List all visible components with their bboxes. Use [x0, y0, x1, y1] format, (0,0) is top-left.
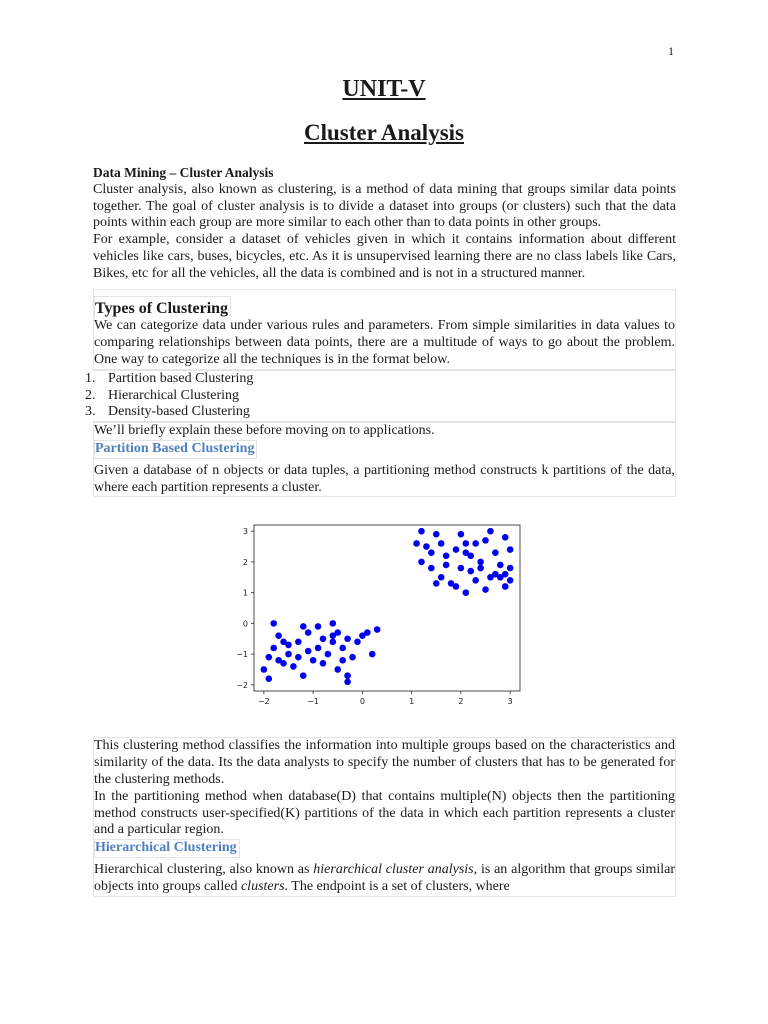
text-run: . The endpoint is a set of clusters, where: [284, 878, 510, 894]
data-point: [482, 537, 489, 544]
data-point: [354, 639, 361, 646]
data-point: [305, 630, 312, 637]
data-point: [443, 562, 450, 569]
data-point: [458, 565, 465, 572]
data-point: [433, 580, 440, 587]
data-point: [418, 528, 425, 535]
data-point: [472, 540, 479, 547]
data-point: [507, 547, 514, 554]
data-point: [290, 663, 297, 670]
y-tick-label: 3: [242, 527, 248, 537]
partition-paragraph-3: In the partitioning method when database(D) that contains multiple(N) objects then the partitioning method constructs user-specified(K) partitions of the data in which each partition represents a cluster and a particular region.: [94, 788, 675, 838]
partition-heading: Partition Based Clustering: [94, 440, 257, 459]
data-point: [285, 651, 292, 658]
page-title: Cluster Analysis: [304, 120, 464, 145]
x-tick-label: −2: [257, 697, 270, 707]
data-point: [325, 651, 332, 658]
data-point: [438, 540, 445, 547]
data-point: [467, 568, 474, 575]
data-point: [261, 667, 268, 674]
data-point: [270, 620, 277, 627]
partition-detail-section: [93, 737, 676, 896]
cluster-types-list: [85, 370, 676, 422]
data-point: [487, 528, 494, 535]
list-number: 3.: [85, 404, 96, 420]
y-tick-label: −1: [236, 650, 248, 660]
list-item: [85, 404, 675, 421]
data-point: [330, 633, 337, 640]
data-point: [285, 642, 292, 649]
data-point: [463, 590, 470, 597]
data-point: [374, 627, 381, 634]
text-run: Hierarchical clustering, also known as: [94, 861, 314, 877]
data-point: [364, 630, 371, 637]
data-point: [477, 559, 484, 566]
data-point: [458, 531, 465, 538]
data-point: [369, 651, 376, 658]
data-point: [428, 565, 435, 572]
document-body: [85, 165, 676, 897]
data-point: [344, 673, 351, 680]
x-tick-label: −1: [307, 697, 320, 707]
data-point: [507, 565, 514, 572]
data-point: [305, 648, 312, 655]
types-heading: Types of Clustering: [94, 296, 231, 318]
hierarchical-paragraph-1: [94, 862, 675, 896]
y-tick-label: −2: [236, 681, 248, 691]
intro-heading: Data Mining – Cluster Analysis: [93, 165, 274, 180]
x-tick-label: 2: [458, 697, 464, 707]
data-point: [502, 534, 509, 541]
data-point: [339, 645, 346, 652]
data-point: [270, 645, 277, 652]
data-point: [492, 550, 499, 557]
hierarchical-heading: Hierarchical Clustering: [94, 839, 240, 858]
x-tick-label: 1: [409, 697, 415, 707]
data-point: [507, 577, 514, 584]
data-point: [423, 544, 430, 551]
types-paragraph-1: We can categorize data under various rules and parameters. From simple similarities in data values to comparing relationships between data points, there are a multitude of ways to go about the problem. One way to categorize all the techniques is in the format below.: [94, 318, 675, 367]
list-label: Density-based Clustering: [108, 404, 250, 420]
partition-paragraph-2: This clustering method classifies the information into multiple groups based on the characteristics and similarity of the data. Its the data analysts to specify the number of clusters that has to be generated for the clustering methods.: [94, 738, 675, 787]
list-item: [85, 370, 675, 388]
data-point: [472, 577, 479, 584]
x-tick-label: 3: [507, 697, 513, 707]
y-tick-label: 2: [242, 558, 248, 568]
intro-paragraph-1: Cluster analysis, also known as clustering, is a method of data mining that groups similar data points together. The goal of cluster analysis is to divide a dataset into groups (or clusters) such that the data points within each group are more similar to each other than to data points in other groups.: [93, 181, 676, 231]
list-label: Hierarchical Clustering: [108, 387, 240, 403]
data-point: [275, 657, 282, 664]
data-point: [295, 639, 302, 646]
data-point: [349, 654, 356, 661]
data-point: [334, 667, 341, 674]
data-point: [300, 673, 307, 680]
list-label: Partition based Clustering: [108, 370, 254, 386]
data-point: [265, 676, 272, 683]
data-point: [482, 587, 489, 594]
intro-paragraph-2: For example, consider a dataset of vehicles given in which it contains information about different vehicles like cars, buses, bicycles, etc. As it is unsupervised learning there are no class labels like Cars, Bikes, etc for all the vehicles, all the data is combined and is not in a structured manner.: [93, 232, 676, 281]
types-section: [93, 289, 676, 370]
data-point: [502, 571, 509, 578]
text-run: is an algorithm that groups similar objects into groups called: [94, 861, 675, 894]
data-point: [463, 540, 470, 547]
data-point: [315, 645, 322, 652]
unit-title: UNIT-V: [342, 76, 426, 102]
text-run-italic: hierarchical cluster analysis,: [313, 861, 478, 877]
y-tick-label: 0: [242, 619, 248, 629]
data-point: [438, 574, 445, 581]
partition-paragraph-1: Given a database of n objects or data tuples, a partitioning method constructs k partitions of the data, where each partition represents a cluster.: [94, 462, 675, 495]
types-paragraph-2: We’ll briefly explain these before moving on to applications.: [94, 423, 435, 439]
y-tick-label: 1: [242, 588, 248, 598]
list-number: 2.: [85, 387, 96, 403]
data-point: [275, 633, 282, 640]
list-number: 1.: [85, 370, 96, 386]
data-point: [502, 584, 509, 591]
data-point: [320, 660, 327, 667]
data-point: [339, 657, 346, 664]
data-point: [330, 620, 337, 627]
data-point: [265, 654, 272, 661]
data-point: [443, 553, 450, 560]
data-point: [418, 559, 425, 566]
scatter-plot-svg: [228, 519, 528, 719]
data-point: [320, 636, 327, 643]
data-point: [300, 623, 307, 630]
data-point: [413, 540, 420, 547]
data-point: [463, 550, 470, 557]
data-point: [310, 657, 317, 664]
partition-section: [93, 422, 676, 497]
data-point: [344, 636, 351, 643]
text-run-italic: clusters: [240, 878, 285, 894]
data-point: [315, 623, 322, 630]
data-point: [433, 531, 440, 538]
page-number: 1: [668, 44, 674, 58]
data-point: [330, 639, 337, 646]
data-point: [497, 562, 504, 569]
data-point: [492, 571, 499, 578]
data-point: [477, 565, 484, 572]
data-point: [453, 584, 460, 591]
data-point: [344, 679, 351, 686]
data-point: [295, 654, 302, 661]
list-item: [85, 387, 675, 405]
scatter-chart: [93, 519, 676, 719]
x-tick-label: 0: [359, 697, 365, 707]
data-point: [428, 550, 435, 557]
data-point: [453, 547, 460, 554]
